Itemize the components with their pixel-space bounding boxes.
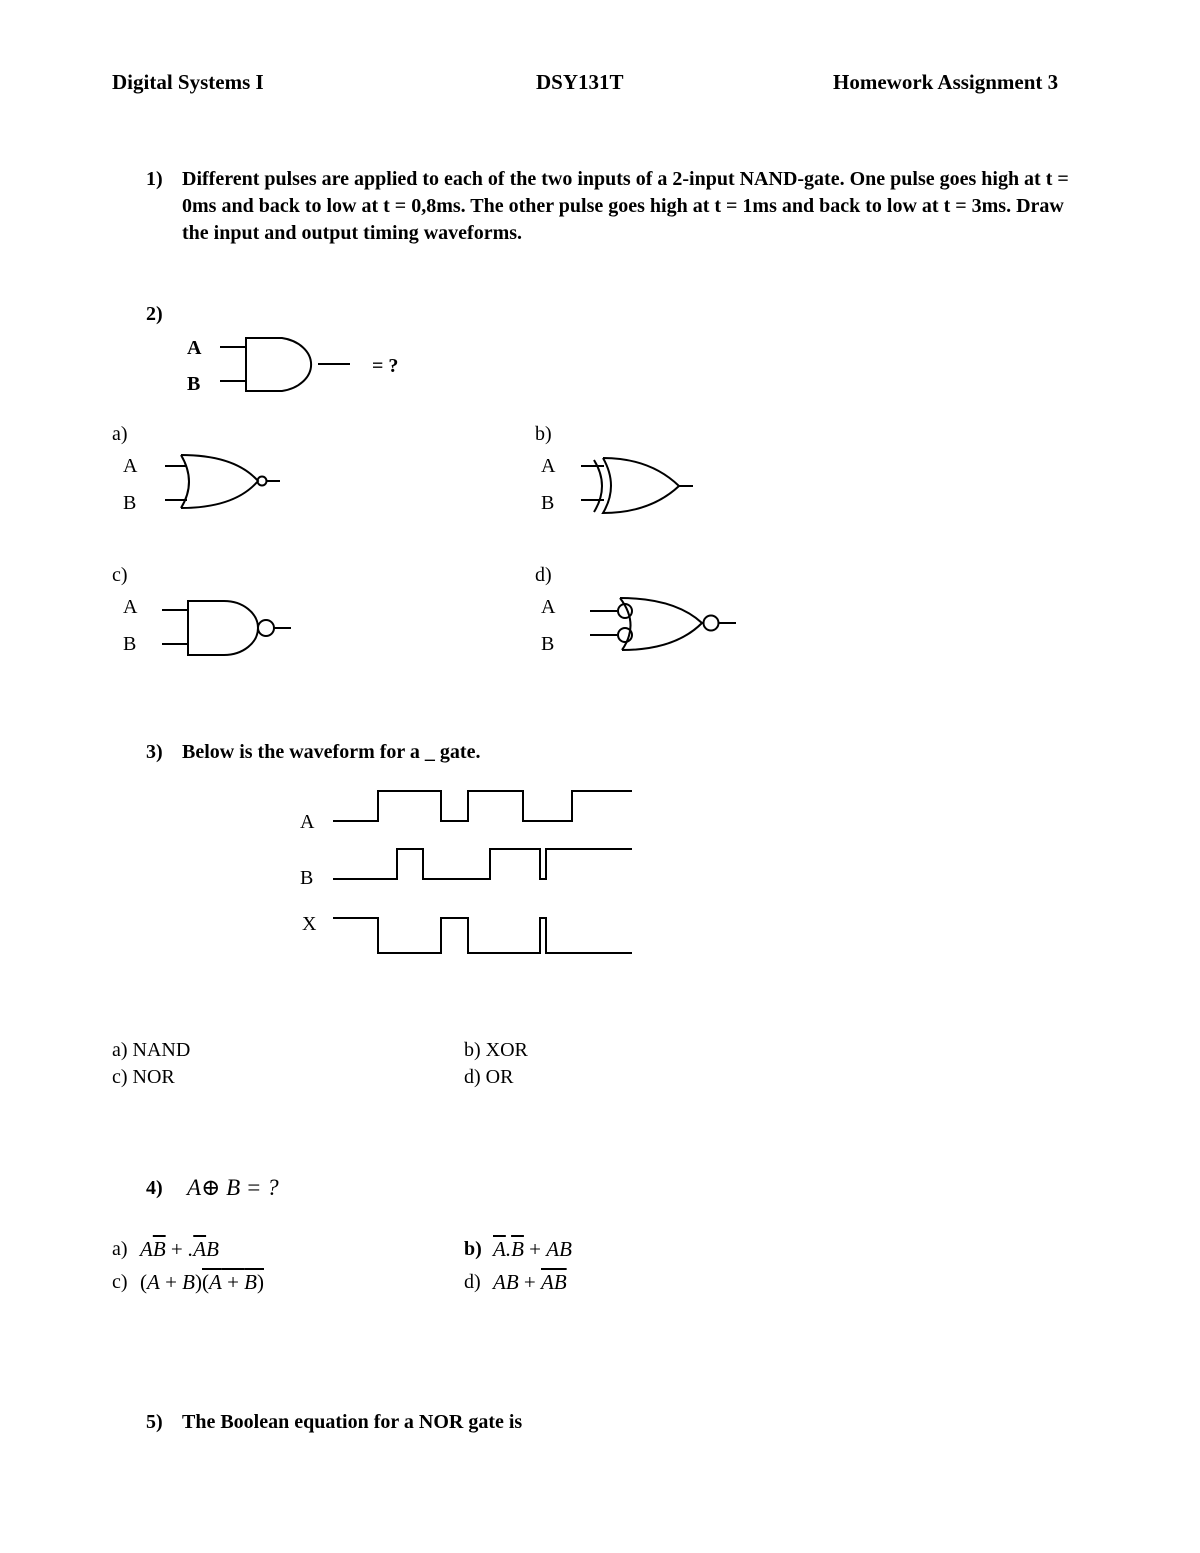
waveform-x <box>333 918 632 953</box>
q2-option-c-input-b: B <box>123 633 137 655</box>
q1-text: Different pulses are applied to each of the two inputs of a 2-input NAND-gate. One pulse goes high at t = 0ms and back to low at t = 0,8ms. The other pulse goes high at t = 1ms and back to low at t = 3ms. Draw the input and output timing waveforms. <box>182 168 1069 244</box>
q2-option-a-input-a: A <box>123 455 138 477</box>
q3-signal-x: X <box>302 913 317 935</box>
q2-option-c-input-a: A <box>123 596 138 618</box>
assignment-title: Homework Assignment 3 <box>833 70 1059 94</box>
q4-number: 4) <box>146 1177 163 1199</box>
q4-option-b-label: b) <box>464 1238 482 1260</box>
q4-option-d-expr: AB + $\overline{AB}$ <box>493 1270 567 1294</box>
q2-input-b: B <box>187 373 201 395</box>
q3-signal-b: B <box>300 867 314 889</box>
nand-gate-icon <box>162 601 291 655</box>
and-gate-icon <box>220 338 350 391</box>
q4-option-c-expr: (A + B)(A + B) <box>140 1270 264 1294</box>
q3-option-c: c) NOR <box>112 1066 175 1088</box>
nor-inverted-inputs-gate-icon <box>590 598 736 650</box>
q3-option-d: d) OR <box>464 1066 514 1088</box>
q2-option-b-label: b) <box>535 423 552 445</box>
q4-option-c-label: c) <box>112 1271 128 1293</box>
waveform-b <box>333 849 632 879</box>
q4-option-d-label: d) <box>464 1271 481 1293</box>
q4-option-b-expr: $\overline{A}.\overline{B}$ + AB <box>493 1237 572 1261</box>
waveform-a <box>333 791 632 821</box>
q2-option-d-input-a: A <box>541 596 556 618</box>
q4-option-a-label: a) <box>112 1238 128 1260</box>
nor-gate-icon <box>165 455 280 508</box>
course-code: DSY131T <box>536 70 624 94</box>
q2-equals: = ? <box>372 355 399 377</box>
q2-input-a: A <box>187 337 202 359</box>
q3-option-b: b) XOR <box>464 1039 528 1061</box>
q2-option-b-input-a: A <box>541 455 556 477</box>
q2-option-c-label: c) <box>112 564 128 586</box>
q3-text: Below is the waveform for a _ gate. <box>182 741 481 763</box>
q1-number: 1) <box>146 168 163 190</box>
q3-option-a: a) NAND <box>112 1039 191 1061</box>
q4-expr-op: ⊕ <box>201 1175 221 1200</box>
q2-option-b-input-b: B <box>541 492 555 514</box>
q5-number: 5) <box>146 1411 163 1433</box>
q4-expr-rhs: B = ? <box>226 1175 279 1200</box>
q5-text: The Boolean equation for a NOR gate is <box>182 1411 523 1433</box>
q2-option-a-input-b: B <box>123 492 137 514</box>
q3-number: 3) <box>146 741 163 763</box>
q2-number: 2) <box>146 303 163 325</box>
q4-expr-lhs: A <box>187 1175 202 1200</box>
q2-option-a-label: a) <box>112 423 128 445</box>
course-name: Digital Systems I <box>112 70 264 94</box>
q2-option-d-input-b: B <box>541 633 555 655</box>
xor-gate-icon <box>581 458 693 513</box>
q4-option-a-expr: $A\overline{B} + .\overline{A}B$ <box>140 1237 219 1261</box>
q2-option-d-label: d) <box>535 564 552 586</box>
q3-signal-a: A <box>300 811 315 833</box>
